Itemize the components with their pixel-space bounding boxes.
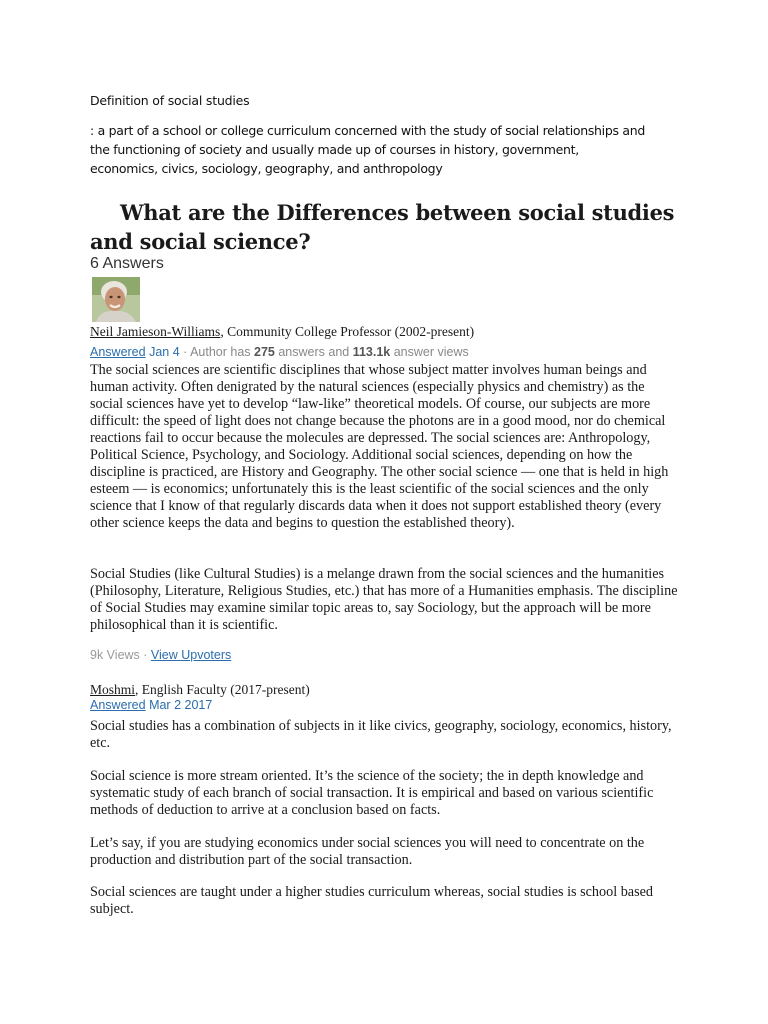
answer-2-date: Mar 2 2017 (145, 698, 213, 712)
question-title-text: What are the Differences between social studies and social science? (90, 200, 675, 254)
definition-title: Definition of social studies (90, 93, 250, 108)
answer-1-answers-count: 275 (254, 345, 275, 359)
answer-2-paragraph-1: Social studies has a combination of subjects in it like civics, geography, sociology, economics, history, etc. (90, 718, 672, 751)
answer-1-meta-suffix: answer views (390, 345, 469, 359)
answer-2-answered-link[interactable]: Answered (90, 698, 146, 712)
answer-1-dot: · (139, 648, 151, 662)
answer-2-paragraph-3: Let’s say, if you are studying economics under social sciences you will need to concentrate on the production and distribution part of the social transaction. (90, 835, 645, 868)
answer-2-paragraph-4: Social sciences are taught under a higher studies curriculum whereas, social studies is school based subject. (90, 884, 653, 917)
answer-2-paragraph-2: Social science is more stream oriented. It’s the science of the society; the in depth knowledge and systematic study of each branch of social transaction. It is empirical and based on various scientific methods of deduction to arrive at a conclusion based on facts. (90, 768, 654, 818)
answer-1-date: Jan 4 (145, 345, 180, 359)
answer-1-paragraph-2: Social Studies (like Cultural Studies) is a melange drawn from the social sciences and the humanities (Philosophy, Literature, Religious Studies, etc.) that has more of a Humanities emphasis. The discipline of Social Studies may examine similar topic areas to, say Sociology, but the approach will be more philosophical than it is scientific. (90, 566, 678, 633)
answer-1-paragraph-1: The social sciences are scientific disciplines that whose subject matter involves human beings and human activity. Often denigrated by the natural sciences (especially physics and chemistry) as the social sciences have yet to develop “law-like” theoretical models. Of course, our subjects are more difficult: the speed of light does not change because the photons are in a good mood, nor do chemical reactions fail to occur because the molecules are depressed. The social sciences are: Anthropology, Political Science, Psychology, and Sociology. Additional social sciences, depending on how the discipline is practiced, are History and Geography. The other social science — one that is held in high esteem — is economics; unfortunately this is the least scientific of the social sciences and the only science that I know of that regularly discards data when it does not support established theory (every other science keeps the data and begins to question the established theory). (90, 362, 669, 531)
answer-1-author-line (90, 324, 474, 340)
question-title (90, 198, 690, 256)
avatar-photo-icon (92, 277, 140, 322)
answers-count: 6 Answers (90, 255, 164, 272)
answer-1-views-count: 113.1k (352, 345, 391, 359)
answer-1-credential: , Community College Professor (2002-present) (220, 324, 475, 339)
answer-1-meta (90, 345, 469, 359)
answer-1-author-name[interactable]: Neil Jamieson-Williams (90, 324, 221, 339)
answer-2-credential: , English Faculty (2017-present) (135, 682, 310, 697)
answer-2-author-line (90, 682, 310, 698)
view-upvoters-link[interactable]: View Upvoters (150, 648, 232, 662)
answer-1-views: 9k Views (90, 648, 140, 662)
answer-1-stats (90, 648, 231, 662)
answer-1-meta-prefix: · Author has (179, 345, 255, 359)
answer-1-answered-link[interactable]: Answered (90, 345, 146, 359)
definition-text: : a part of a school or college curriculum concerned with the study of social relationships and the functioning of society and usually made up of courses in history, government, economics, civics, sociology, geography, and anthropology (90, 123, 645, 176)
answer-1-meta-mid: answers and (274, 345, 353, 359)
answer-2-author-name[interactable]: Moshmi (90, 682, 136, 697)
author-avatar[interactable] (92, 277, 140, 322)
answer-2-meta (90, 698, 212, 712)
